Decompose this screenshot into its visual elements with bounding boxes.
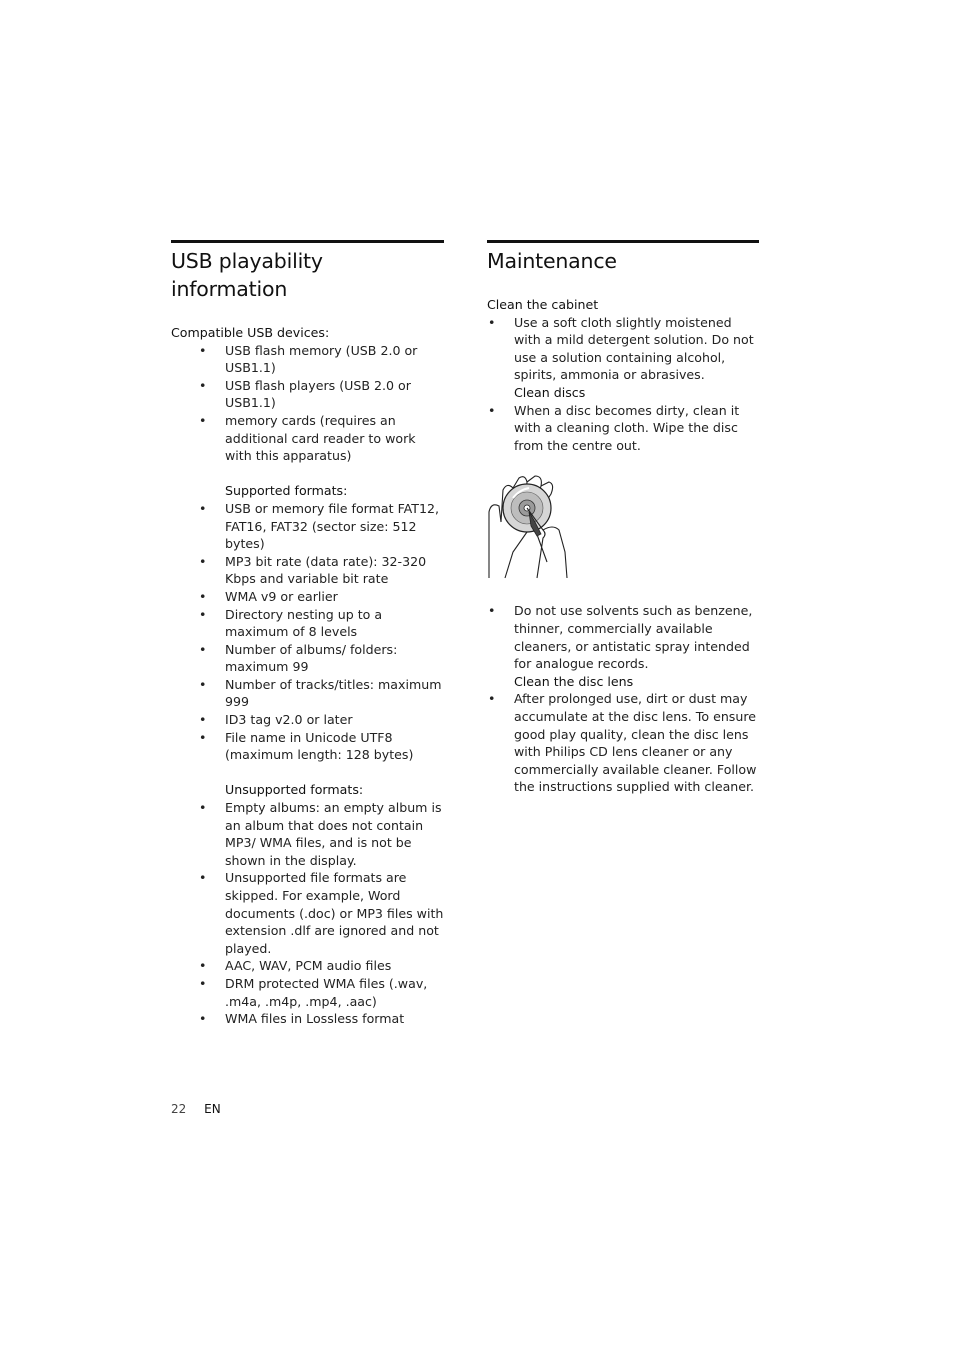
- list-item: [487, 402, 759, 455]
- page-footer: [171, 1102, 221, 1116]
- compatible-heading: Compatible USB devices:: [171, 325, 330, 340]
- unsupported-list: [171, 799, 444, 1028]
- page-number: 22: [171, 1102, 187, 1116]
- list-item: [171, 377, 444, 412]
- supported-list: [171, 500, 444, 764]
- bullet-icon: •: [199, 377, 207, 393]
- list-item-text: AAC, WAV, PCM audio files: [225, 958, 392, 974]
- bullet-icon: •: [199, 342, 207, 358]
- compatible-list: [171, 342, 444, 465]
- bullet-icon: •: [199, 676, 207, 692]
- bullet-icon: •: [199, 800, 207, 816]
- bullet-icon: •: [199, 553, 207, 569]
- supported-heading: Supported formats:: [225, 483, 348, 499]
- list-item: [171, 588, 444, 606]
- list-item: [171, 729, 444, 764]
- list-item: [171, 711, 444, 729]
- list-item: [171, 641, 444, 676]
- list-item-text: USB flash memory (USB 2.0 or USB1.1): [225, 342, 418, 376]
- list-item-text: File name in Unicode UTF8 (maximum length: 128 bytes): [225, 729, 414, 763]
- bullet-icon: •: [488, 603, 496, 619]
- bullet-icon: •: [199, 958, 207, 974]
- list-item: [487, 314, 759, 384]
- list-item-text: After prolonged use, dirt or dust may accumulate at the disc lens. To ensure good play quality, clean the disc lens with Philips CD lens cleaner or any commercially available cleaner. Follow the instructions supplied with cleaner.: [514, 691, 757, 795]
- list-item-text: ID3 tag v2.0 or later: [225, 712, 353, 728]
- list-item-text: Do not use solvents such as benzene, thinner, commercially available cleaners, or antistatic spray intended for analogue records.: [514, 603, 753, 672]
- cabinet-list: [487, 314, 759, 384]
- list-item: [171, 957, 444, 975]
- section-rule: [171, 240, 444, 243]
- list-item: [171, 342, 444, 377]
- list-item-text: Empty albums: an empty album is an album that does not contain MP3/ WMA files, and is not be shown in the display.: [225, 800, 442, 868]
- list-item: [171, 799, 444, 869]
- section-rule: [487, 240, 759, 243]
- list-item: [171, 412, 444, 465]
- list-item-text: When a disc becomes dirty, clean it with a cleaning cloth. Wipe the disc from the centre out.: [514, 402, 740, 453]
- bullet-icon: •: [199, 1011, 207, 1027]
- bullet-icon: •: [199, 412, 207, 428]
- lens-heading: Clean the disc lens: [514, 673, 634, 689]
- list-item-text: memory cards (requires an additional card reader to work with this apparatus): [225, 412, 416, 464]
- bullet-icon: •: [199, 606, 207, 622]
- usb-section: [171, 240, 444, 1028]
- bullet-icon: •: [199, 500, 207, 516]
- bullet-icon: •: [488, 691, 496, 707]
- list-item-text: USB flash players (USB 2.0 or USB1.1): [225, 377, 411, 411]
- bullet-icon: •: [199, 870, 207, 886]
- list-item: [171, 1010, 444, 1028]
- discs-more-list: [487, 602, 759, 672]
- list-item-text: Unsupported file formats are skipped. For example, Word documents (.doc) or MP3 files with extension .dlf are ignored and not played.: [225, 870, 444, 956]
- list-item-text: Use a soft cloth slightly moistened with a mild detergent solution. Do not use a solution containing alcohol, spirits, ammonia or abrasives.: [514, 314, 754, 383]
- list-item: [171, 553, 444, 588]
- discs-heading: Clean discs: [514, 384, 586, 400]
- unsupported-heading: Unsupported formats:: [225, 782, 364, 798]
- list-item-text: DRM protected WMA files (.wav, .m4a, .m4p, .mp4, .aac): [225, 975, 428, 1009]
- discs-list: [487, 402, 759, 455]
- bullet-icon: •: [199, 975, 207, 991]
- bullet-icon: •: [199, 588, 207, 604]
- list-item-text: Directory nesting up to a maximum of 8 levels: [225, 606, 383, 640]
- list-item: [487, 602, 759, 672]
- language-code: EN: [204, 1102, 221, 1116]
- list-item: [171, 869, 444, 957]
- list-item-text: Number of tracks/titles: maximum 999: [225, 676, 442, 710]
- list-item: [487, 690, 759, 796]
- bullet-icon: •: [199, 729, 207, 745]
- maintenance-section: [487, 240, 759, 796]
- bullet-icon: •: [488, 402, 496, 418]
- list-item-text: Number of albums/ folders: maximum 99: [225, 641, 398, 675]
- maintenance-title: Maintenance: [487, 249, 617, 273]
- lens-list: [487, 690, 759, 796]
- bullet-icon: •: [199, 712, 207, 728]
- bullet-icon: •: [488, 314, 496, 330]
- list-item-text: WMA v9 or earlier: [225, 588, 338, 604]
- list-item: [171, 975, 444, 1010]
- list-item-text: MP3 bit rate (data rate): 32-320 Kbps and variable bit rate: [225, 553, 427, 587]
- usb-title: USB playability information: [171, 249, 323, 301]
- list-item: [171, 606, 444, 641]
- list-item: [171, 676, 444, 711]
- list-item-text: WMA files in Lossless format: [225, 1011, 405, 1027]
- bullet-icon: •: [199, 641, 207, 657]
- list-item-text: USB or memory file format FAT12, FAT16, FAT32 (sector size: 512 bytes): [225, 500, 440, 552]
- disc-cleaning-illustration: [487, 472, 569, 580]
- cabinet-heading: Clean the cabinet: [487, 297, 599, 312]
- list-item: [171, 500, 444, 553]
